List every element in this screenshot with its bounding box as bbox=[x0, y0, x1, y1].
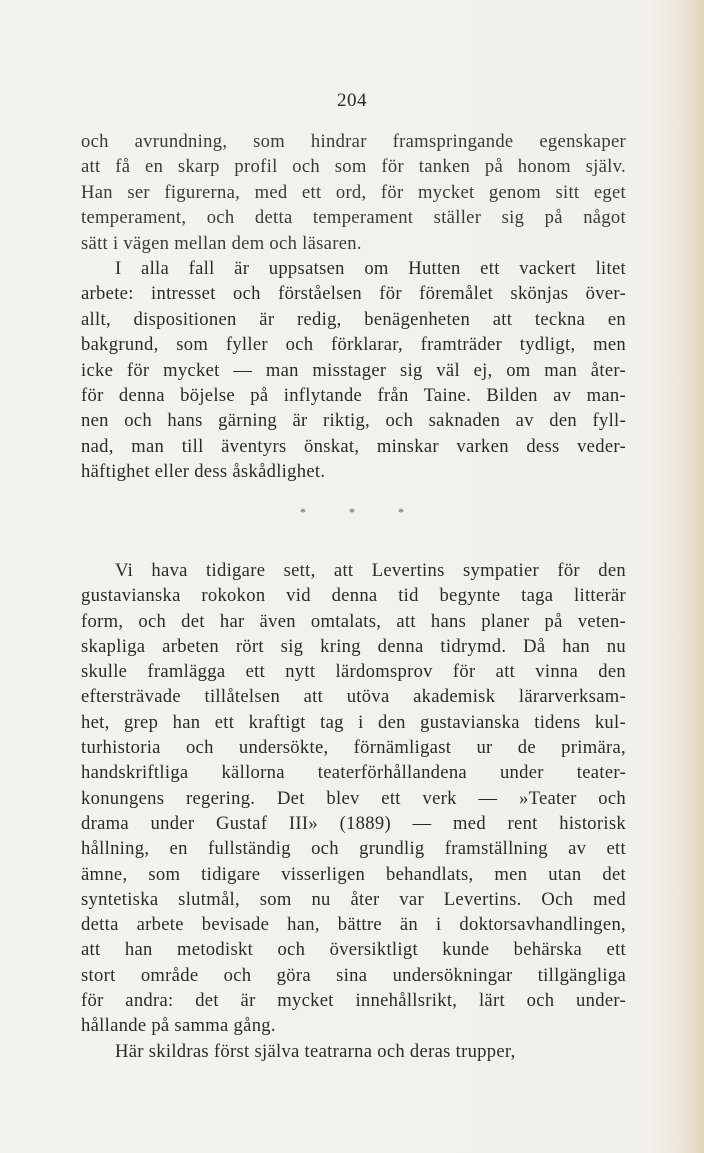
text-line: konungens regering. Det blev ett verk — »Teater och bbox=[81, 787, 626, 809]
text-line: bakgrund, som fyller och förklarar, framträder tydligt, men bbox=[81, 334, 626, 356]
text-line: för andra: det är mycket innehållsrikt, lärt och under- bbox=[81, 990, 626, 1012]
text-line: allt, dispositionen är redig, benägenheten att teckna en bbox=[81, 308, 626, 330]
text-line: hållande på samma gång. bbox=[81, 1015, 276, 1037]
text-line: ämne, som tidigare visserligen behandlats, men utan det bbox=[81, 863, 626, 885]
text-line: Här skildras först själva teatrarna och deras trupper, bbox=[115, 1040, 516, 1062]
text-line: form, och det har även omtalats, att hans planer på veten- bbox=[81, 610, 626, 632]
text-line: Vi hava tidigare sett, att Levertins sympatier för den bbox=[115, 560, 626, 581]
text-line: arbete: intresset och förståelsen för föremålet skönjas över- bbox=[81, 283, 626, 305]
asterisk: * bbox=[398, 505, 404, 519]
text-line: eftersträvade tillåtelsen att utöva akademisk lärarverksam- bbox=[81, 686, 626, 708]
text-line: sätt i vägen mellan dem och läsaren. bbox=[81, 232, 362, 254]
text-line: turhistoria och undersökte, förnämligast ur de primära, bbox=[81, 737, 626, 759]
text-line: drama under Gustaf III» (1889) — med rent historisk bbox=[81, 812, 626, 834]
asterisk: * bbox=[300, 505, 306, 519]
text-line: detta arbete bevisade han, bättre än i doktorsavhandlingen, bbox=[81, 914, 626, 936]
paragraph-1 bbox=[81, 129, 626, 256]
text-line: gustavianska rokokon vid denna tid begynte taga litterär bbox=[81, 585, 626, 607]
asterisk: * bbox=[349, 505, 355, 519]
text-line: icke för mycket — man misstager sig väl ej, om man åter- bbox=[81, 359, 626, 381]
text-line: för denna böjelse på inflytande från Taine. Bilden av man- bbox=[81, 384, 626, 406]
text-line: att han metodiskt och översiktligt kunde behärska ett bbox=[81, 939, 626, 961]
text-line: häftighet eller dess åskådlighet. bbox=[81, 461, 326, 483]
text-line: och avrundning, som hindrar framspringande egenskaper bbox=[81, 131, 626, 152]
text-line: I alla fall är uppsatsen om Hutten ett vackert litet bbox=[115, 258, 626, 279]
text-line: nad, man till äventyrs önskat, minskar varken dess veder- bbox=[81, 435, 626, 457]
paragraph-2 bbox=[81, 256, 626, 485]
text-line: handskriftliga källorna teaterförhållandena under teater- bbox=[81, 762, 626, 784]
text-line: skapliga arbeten rört sig kring denna tidrymd. Då han nu bbox=[81, 635, 626, 657]
text-line: nen och hans gärning är riktig, och saknaden av den fyll- bbox=[81, 410, 626, 432]
page-number: 204 bbox=[337, 90, 367, 111]
text-line: stort område och göra sina undersökningar tillgängliga bbox=[81, 964, 626, 986]
text-line: hållning, en fullständig och grundlig framställning av ett bbox=[81, 838, 626, 860]
section-separator bbox=[0, 505, 704, 520]
paragraph-3 bbox=[81, 558, 626, 1064]
text-line: att få en skarp profil och som för tanken på honom själv. bbox=[81, 156, 626, 178]
text-line: temperament, och detta temperament ställer sig på något bbox=[81, 207, 626, 229]
text-line: skulle framlägga ett nytt lärdomsprov för att vinna den bbox=[81, 661, 626, 683]
text-line: syntetiska slutmål, som nu åter var Levertins. Och med bbox=[81, 888, 626, 910]
text-line: het, grep han ett kraftigt tag i den gustavianska tidens kul- bbox=[81, 711, 626, 733]
text-line: Han ser figurerna, med ett ord, för mycket genom sitt eget bbox=[81, 181, 626, 203]
